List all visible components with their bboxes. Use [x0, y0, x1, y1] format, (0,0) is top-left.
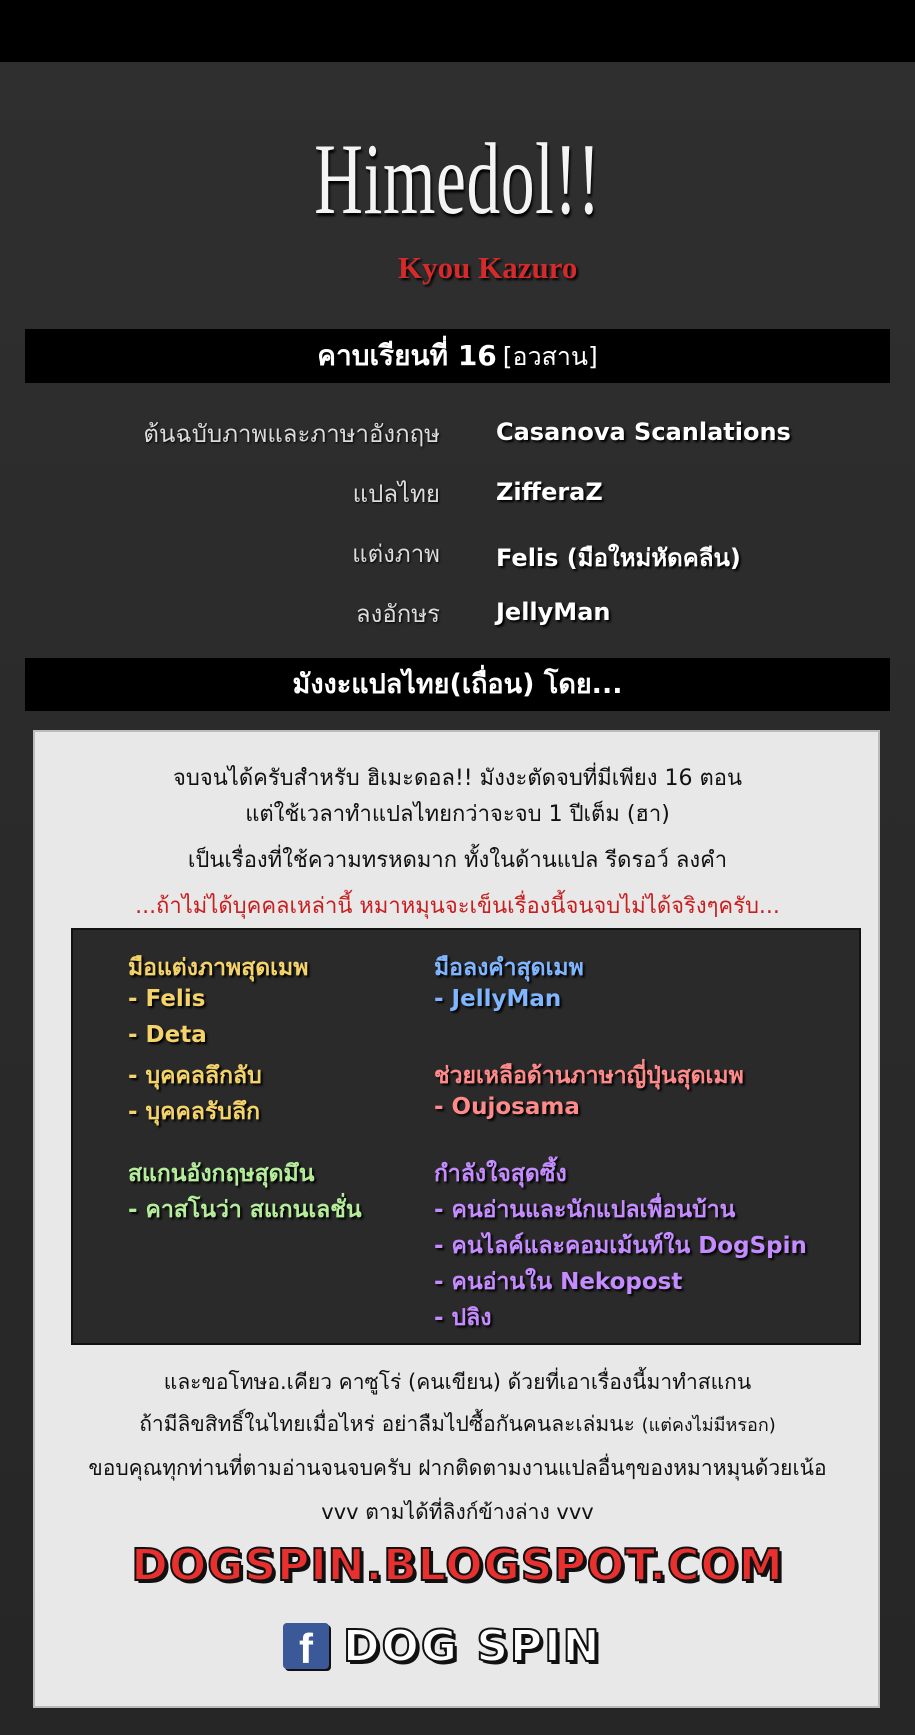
- outro-line-aside: (แต่คงไม่มีหรอก): [641, 1415, 776, 1436]
- typesetter-name: - JellyMan: [434, 986, 562, 1012]
- outro-line: ขอบคุณทุกท่านที่ตามอ่านจนจบครับ ฝากติดตามงานแปลอื่นๆของหมาหมุนด้วยเน้อ: [88, 1456, 827, 1480]
- blog-url-link[interactable]: DOGSPIN.BLOGSPOT.COM: [131, 1540, 784, 1591]
- support-name: - คนอ่านและนักแปลเพื่อนบ้าน: [434, 1197, 736, 1223]
- editors-heading: มือแต่งภาพสุดเมพ: [128, 955, 309, 981]
- facebook-icon: f: [283, 1623, 329, 1669]
- intro-line: เป็นเรื่องที่ใช้ความทรหดมาก ทั้งในด้านแปล รีดรอว์ ลงคำ: [187, 848, 728, 873]
- chapter-bar: [25, 329, 890, 383]
- japanese-help-heading: ช่วยเหลือด้านภาษาญี่ปุ่นสุดเมพ: [434, 1063, 744, 1089]
- support-name: - ปลิง: [434, 1305, 492, 1331]
- intro-line: แต่ใช้เวลาทำแปลไทยกว่าจะจบ 1 ปีเต็ม (ฮา): [245, 802, 670, 827]
- support-heading: กำลังใจสุดซึ้ง: [434, 1161, 567, 1187]
- intro-line: จบจนได้ครับสำหรับ ฮิเมะดอล!! มังงะตัดจบที่มีเพียง 16 ตอน: [173, 766, 742, 791]
- author-name: Kyou Kazuro: [398, 250, 578, 285]
- credit-value-translator: ZifferaZ: [496, 478, 603, 506]
- japanese-help-name: - Oujosama: [434, 1094, 580, 1120]
- series-title: Himedol!!: [314, 123, 601, 236]
- outro-line-main: ถ้ามีลิขสิทธิ์ในไทยเมื่อไหร่ อย่าลืมไปซื้อกันคนละเล่มนะ: [139, 1412, 635, 1436]
- editor-name: - Deta: [128, 1022, 207, 1048]
- credit-label-original: ต้นฉบับภาพและภาษาอังกฤษ: [143, 420, 440, 448]
- support-name: - คนอ่านใน Nekopost: [434, 1269, 683, 1295]
- scan-heading: สแกนอังกฤษสุดมึน: [128, 1161, 315, 1187]
- facebook-page-name: DOG SPIN: [343, 1620, 602, 1672]
- outro-line: และขอโทษอ.เคียว คาซูโร่ (คนเขียน) ด้วยที่เอาเรื่องนี้มาทำสแกน: [163, 1370, 752, 1394]
- outro-line: vvv ตามได้ที่ลิงก์ข้างล่าง vvv: [321, 1500, 594, 1524]
- outro-line: [0, 1408, 915, 1441]
- credit-label-translator: แปลไทย: [352, 480, 440, 508]
- typesetters-heading: มือลงคำสุดเมพ: [434, 955, 584, 981]
- chapter-tag: [อวสาน]: [502, 342, 598, 371]
- team-bar: มังงะแปลไทย(เถื่อน) โดย...: [25, 658, 890, 711]
- intro-highlight-line: ...ถ้าไม่ได้บุคคลเหล่านี้ หมาหมุนจะเข็นเรื่องนี้จนจบไม่ได้จริงๆครับ...: [135, 894, 780, 919]
- credit-label-editor: แต่งภาพ: [352, 540, 440, 568]
- editor-name: - Felis: [128, 986, 206, 1012]
- credit-label-typesetter: ลงอักษร: [355, 600, 440, 628]
- credit-value-typesetter: JellyMan: [496, 598, 611, 626]
- scan-name: - คาสโนว่า สแกนเลชั่น: [128, 1197, 362, 1223]
- chapter-title: คาบเรียนที่ 16: [317, 339, 497, 372]
- top-black-band: [0, 0, 915, 62]
- editor-name: - บุคคลรับลึก: [128, 1099, 260, 1125]
- credit-value-editor: Felis (มือใหม่หัดคลีน): [496, 544, 741, 572]
- editor-name: - บุคคลลึกลับ: [128, 1063, 262, 1089]
- facebook-link[interactable]: [283, 1618, 602, 1674]
- credit-value-original: Casanova Scanlations: [496, 418, 791, 446]
- support-name: - คนไลค์และคอมเม้นท์ใน DogSpin: [434, 1233, 807, 1259]
